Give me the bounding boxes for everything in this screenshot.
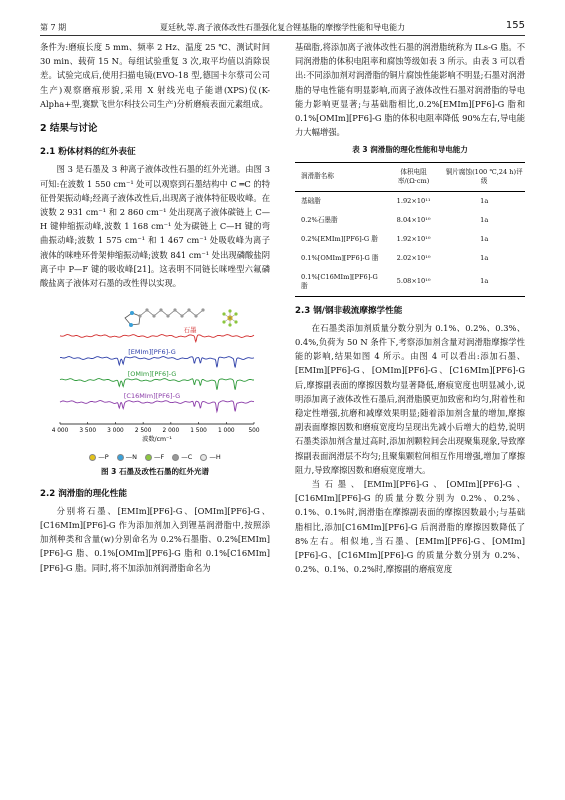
alkyl-chain: [140, 310, 203, 316]
fluorine-atom: [228, 324, 231, 327]
carbon-atom: [152, 315, 155, 318]
fluorine-atom: [234, 321, 237, 324]
table-cell: 0.2%[EMIm][PF6]-G 脂: [301, 234, 378, 243]
carbon-atom: [194, 315, 197, 318]
section-heading: 2 结果与讨论: [40, 123, 98, 135]
legend-item: [145, 450, 164, 464]
running-title: 夏廷秋,等.离子液体改性石墨强化复合锂基脂的摩擦学性能和导电能力: [160, 23, 406, 32]
table-row: [295, 230, 525, 249]
legend-label: —H: [209, 453, 221, 462]
paragraph-continuation: 基础脂,将添加离子液体改性石墨的润滑脂统称为 ILs-G 脂。不同润滑脂的体积电阻率和腐蚀等级如表 3 所示。由表 3 可以看出:不同添加剂对润滑脂的铜片腐蚀性能影响不明显;石墨对润滑脂的导电性能有明显影响,而离子液体改性石墨对润滑脂的导电能力影响更显著;与基础脂相比,0.2%[EMIm][PF6]-G 脂和 0.1%[OMIm][PF6]-G 脂的体积电阻率降低 90%左右,导电能力大幅增强。: [295, 42, 525, 138]
paragraph-test-conditions: 条件为:磨痕长度 5 mm、频率 2 Hz、温度 25 ℃、测试时间 30 min、载荷 15 N。每组试验重复 3 次,取平均值以消除误差。试验完成后,使用扫描电镜(EVO-18 型,德国卡尔蔡司公司生产)观察磨痕形貌,采用 X 射线光电子能谱(XPS)仪(K-Alpha+型,赛默飞世尔科技公司生产)分析磨痕表面元素组成。: [40, 42, 270, 109]
legend-swatch: [172, 454, 179, 461]
subsection-heading: 2.2 润滑脂的理化性能: [40, 488, 127, 499]
spectrum-line: [60, 401, 254, 412]
spectrum-label: [C16MIm][PF6]-G: [123, 392, 181, 401]
fluorine-atom: [228, 310, 231, 313]
spectrum-label: 石墨: [183, 326, 197, 335]
table-row: [295, 191, 525, 211]
fluorine-atom: [222, 321, 225, 324]
table-cell: 1a: [480, 196, 489, 205]
legend-swatch: [200, 454, 207, 461]
table-cell: 2.02×10¹⁰: [396, 253, 431, 262]
table-header: 润滑脂名称: [301, 172, 334, 181]
table-cell: 1a: [480, 234, 489, 243]
table-row: [295, 268, 525, 297]
carbon-atom: [187, 309, 190, 312]
legend-swatch: [117, 454, 124, 461]
nitrogen-atom: [130, 311, 134, 315]
figure-ir-spectra: [40, 296, 270, 479]
x-tick-label: 4 000: [51, 428, 69, 435]
legend-label: —C: [181, 453, 193, 462]
carbon-atom: [180, 315, 183, 318]
x-tick-label: 3 000: [107, 428, 124, 435]
paragraph-ir: 图 3 是石墨及 3 种离子液体改性石墨的红外光谱。由图 3 可知:在波数 1 550 cm⁻¹ 处可以观察到石墨结构中 C ═C 的特征骨架振动峰;经离子液体改性后,出现离子液体特征吸收峰。在波数 2 931 cm⁻¹ 和 2 860 cm⁻¹ 处出现离子液体碳链上 C—H 键伸缩振动峰,波数 1 168 cm⁻¹ 处为碳链上 C—H 键的弯曲振动峰;波数 1 575 cm⁻¹ 和 1 467 cm⁻¹ 处吸收峰为离子液体的咪唑环骨架伸缩振动峰;波数 841 cm⁻¹ 处出现磷酸盐阴离子中 P—F 键的吸收峰[21]。这表明不同链长咪唑型六氟磷酸盐离子液体对石墨的改性得以实现。: [40, 164, 270, 289]
spectrum-line: [60, 379, 254, 390]
table-cell: 1.92×10¹¹: [396, 196, 431, 205]
spectrum-line: [60, 335, 254, 342]
atom-legend: [40, 450, 270, 464]
carbon-atom: [201, 309, 204, 312]
issue-number: 第 7 期: [40, 23, 67, 32]
table-row: [295, 211, 525, 230]
table-header: 体积电阻率/(Ω·cm): [397, 167, 430, 185]
legend-swatch: [145, 454, 152, 461]
table-cell: 0.1%[OMIm][PF6]-G 脂: [301, 253, 379, 262]
legend-item: [89, 450, 108, 464]
paragraph-tribology-2: 当石墨、[EMIm][PF6]-G、[OMIm][PF6]-G、[C16MIm][PF6]-G 的质量分数分别为 0.2%、0.2%、0.1%、0.1%时,润滑脂在摩擦副表面的摩擦因数最小;与基础脂相比,添加[C16MIm][PF6]-G 后润滑脂的摩擦因数降低了 8%左右。相似地,当石墨、[EMIm][PF6]-G、[OMIm][PF6]-G、[C16MIm][PF6]-G 的质量分数分别为 0.2%、0.2%、0.1%、0.2%时,摩擦副的磨痕宽度: [295, 479, 525, 575]
figure-caption: 图 3 石墨及改性石墨的红外光谱: [101, 467, 209, 477]
legend-label: —P: [98, 453, 109, 462]
carbon-atom: [145, 309, 148, 312]
x-tick-label: 2 000: [162, 428, 180, 435]
nitrogen-atom: [129, 323, 133, 327]
legend-item: [117, 450, 137, 464]
table-cell: 8.04×10¹⁰: [396, 215, 431, 224]
table-header-row: [295, 162, 525, 191]
table-header: 铜片腐蚀(100 ℃,24 h)评级: [445, 167, 523, 185]
table-cell: 基础脂: [301, 196, 321, 205]
paragraph-grease: 分别将石墨、[EMIm][PF6]-G、[OMIm][PF6]-G、[C16MIm][PF6]-G 作为添加剂加入到锂基润滑脂中,按照添加剂种类和含量(w)分别命名为 0.2%石墨脂、0.2%[EMIm][PF6]-G 脂、0.1%[OMIm][PF6]-G 脂和 0.1%[C16MIm][PF6]-G 脂。同时,将不加添加剂润滑脂命名为: [40, 505, 270, 573]
x-tick-label: 3 500: [79, 428, 97, 435]
table-cell: 1a: [480, 253, 489, 262]
paragraph-tribology: 在石墨类添加剂质量分数分别为 0.1%、0.2%、0.3%、0.4%,负荷为 50 N 条件下,考察添加剂含量对润滑脂摩擦学性能的影响,结果如图 4 所示。由图 4 可以看出:添加石墨、[EMIm][PF6]-G、[OMIm][PF6]-G、[C16MIm][PF6]-G 后,摩擦副表面的摩擦因数均显著降低,磨痕宽度也明显减小,说明添加离子液体改性石墨后,润滑脂膜更加致密和均匀,附着性和稳定性增强,抗磨和减摩效果明显;随着添加剂含量的增加,摩擦副表面摩擦因数和磨痕宽度均呈现出先减小后增大的趋势,说明石墨类添加剂含量过高时,添加剂颗粒间会出现聚集现象,导致摩擦副表面润滑层不均匀;且聚集颗粒间相互作用增强,增加了摩擦阻力,导致摩擦因数和磨痕宽度增大。: [295, 322, 525, 475]
legend-item: [200, 450, 220, 464]
properties-table: [295, 162, 525, 297]
carbon-atom: [173, 309, 176, 312]
table-cell: 1a: [480, 277, 489, 286]
carbon-atom: [166, 315, 169, 318]
ir-spectra-plot: [40, 296, 270, 446]
x-axis-label: 波数/cm⁻¹: [142, 436, 172, 444]
table-cell: 1.92×10¹⁰: [396, 234, 431, 243]
right-column: [295, 40, 525, 576]
x-tick-label: 2 500: [134, 428, 152, 435]
spectrum-line: [60, 357, 254, 368]
table-row: [295, 249, 525, 268]
x-tick-label: 500: [248, 428, 260, 435]
subsection-heading: 2.1 粉体材料的红外表征: [40, 147, 136, 158]
table-cell: 0.1%[C16MIm][PF6]-G 脂: [301, 272, 378, 290]
table-cell: 1a: [480, 215, 489, 224]
legend-label: —F: [154, 453, 165, 462]
x-tick-label: 1 000: [217, 428, 235, 435]
legend-swatch: [89, 454, 96, 461]
page-number: 155: [505, 20, 525, 31]
legend-item: [172, 450, 192, 464]
table-cell: 5.08×10¹⁰: [396, 277, 431, 286]
subsection-heading: 2.3 钢/钢非载流摩擦学性能: [295, 305, 403, 316]
x-tick-label: 1 500: [190, 428, 207, 435]
page-header: [40, 18, 525, 36]
table-cell: 0.2%石墨脂: [301, 215, 338, 224]
carbon-atom: [138, 315, 141, 318]
fluorine-atom: [234, 313, 237, 316]
legend-label: —N: [125, 453, 138, 462]
left-column: [40, 40, 270, 575]
fluorine-atom: [222, 313, 225, 316]
table-caption: 表 3 润滑脂的理化性能和导电能力: [352, 145, 468, 155]
carbon-atom: [159, 309, 162, 312]
spectrum-label: [OMIm][PF6]-G: [127, 370, 177, 379]
spectrum-label: [EMIm][PF6]-G: [128, 348, 176, 357]
